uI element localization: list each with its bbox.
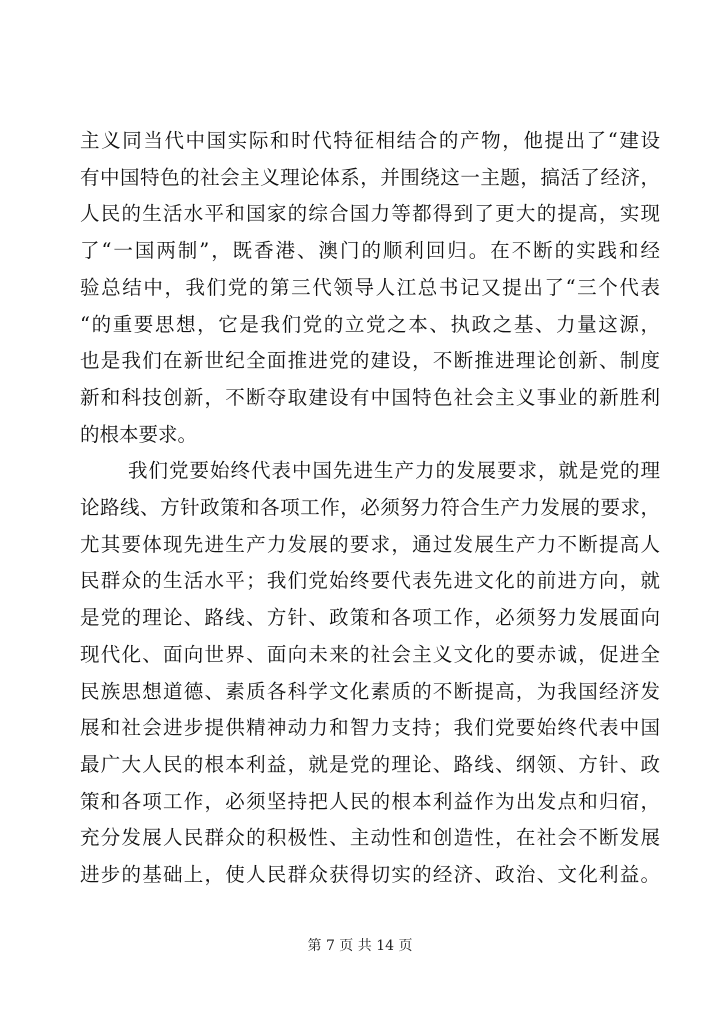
paragraph-2-line-10: 策和各项工作，必须坚持把人民的根本利益作为出发点和归宿， <box>80 789 660 813</box>
paragraph-1-line-1: 主义同当代中国实际和时代特征相结合的产物，他提出了“建设 <box>80 129 660 152</box>
paragraph-2-line-7: 民族思想道德、素质各科学文化素质的不断提高，为我国经济发 <box>80 679 660 703</box>
paragraph-1-line-7: 也是我们在新世纪全面推进党的建设，不断推进理论创新、制度 <box>80 349 660 373</box>
paragraph-1-line-6: “的重要思想，它是我们党的立党之本、执政之基、力量这源， <box>80 312 660 336</box>
paragraph-2-line-12: 进步的基础上，使人民群众获得切实的经济、政治、文化利益。 <box>80 863 660 886</box>
paragraph-1-line-5: 验总结中，我们党的第三代领导人江总书记又提出了“三个代表 <box>80 275 660 299</box>
paragraph-1-line-3: 人民的生活水平和国家的综合国力等都得到了更大的提高，实现 <box>80 202 660 226</box>
paragraph-1-line-8: 新和科技创新，不断夺取建设有中国特色社会主义事业的新胜利 <box>80 385 660 409</box>
paragraph-1-line-4: 了“一国两制”，既香港、澳门的顺利回归。在不断的实践和经 <box>80 239 660 263</box>
paragraph-2-line-4: 民群众的生活水平；我们党始终要代表先进文化的前进方向，就 <box>80 569 660 593</box>
paragraph-2-line-5: 是党的理论、路线、方针、政策和各项工作，必须努力发展面向 <box>80 606 660 630</box>
paragraph-1-line-2: 有中国特色的社会主义理论体系，并围绕这一主题，搞活了经济， <box>80 165 660 189</box>
paragraph-2-line-11: 充分发展人民群众的积极性、主动性和创造性，在社会不断发展 <box>80 826 660 850</box>
paragraph-2-line-9: 最广大人民的根本利益，就是党的理论、路线、纲领、方针、政 <box>80 752 660 776</box>
paragraph-2-line-3: 尤其要体现先进生产力发展的要求，通过发展生产力不断提高人 <box>80 532 660 556</box>
paragraph-2-line-8: 展和社会进步提供精神动力和智力支持；我们党要始终代表中国 <box>80 716 660 740</box>
page-footer <box>0 935 720 955</box>
paragraph-1-line-9: 的根本要求。 <box>80 422 198 446</box>
paragraph-2-line-1: 我们党要始终代表中国先进生产力的发展要求，就是党的理 <box>128 459 660 483</box>
paragraph-2-line-2: 论路线、方针政策和各项工作，必须努力符合生产力发展的要求， <box>80 496 660 519</box>
page-number-label: 第 7 页 共 14 页 <box>307 938 413 954</box>
paragraph-2-line-6: 现代化、面向世界、面向未来的社会主义文化的要赤诚，促进全 <box>80 642 660 666</box>
